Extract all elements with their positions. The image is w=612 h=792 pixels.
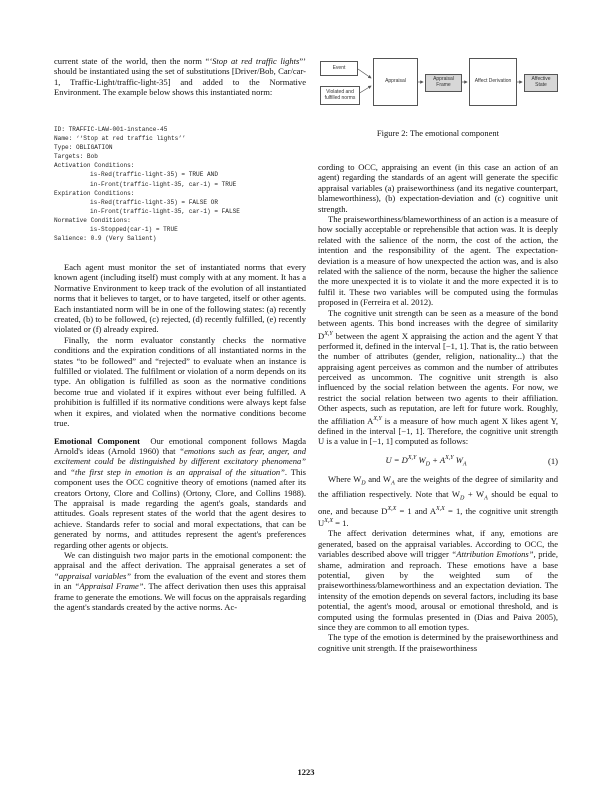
emotional-text-b: and bbox=[54, 466, 71, 477]
code-line: Expiration Conditions: bbox=[54, 189, 135, 197]
code-line: is-Red(traffic-light-35) = FALSE OR bbox=[90, 198, 218, 206]
two-parts-quote-2: “Appraisal Frame” bbox=[74, 581, 144, 592]
box-violated-fulfilled-norms: Violated and fulfilled norms bbox=[320, 86, 360, 105]
two-parts-text-a: We can distinguish two major parts in the emotional component: the appraisal and the affect derivation. The appraisal generates a set of bbox=[54, 549, 306, 571]
emotional-quote-2: “the first step in emotion is an appraisal of the situation” bbox=[70, 466, 285, 477]
intro-text-b: ”’ should be instantiated using the set of substitutions [Driver/Bob, Car/car-1, Traffic-Light/traffic-light-35] and added to the Normative Environment. The example below shows this instantiated norm: bbox=[54, 56, 306, 98]
affect-text-b: , pride, shame, admiration and reproach. These emotions have a base potential, given by the weighted sum of the praiseworthiness/blameworthiness and an expectation deviation. The intensity of the emotion depends on several factors, including its base potential, the agent's mood, arousal or emotional threshold, and is computed using the formulas presented in (Dias and Paiva 2005), since they are common to all emotion types. bbox=[318, 549, 558, 632]
arrow-event-appraisal bbox=[358, 69, 371, 78]
code-line: Type: OBLIGATION bbox=[54, 144, 113, 152]
paragraph-occ-continued: cording to OCC, appraising an event (in this case an action of an agent) regarding the standards of an agent will generate the specific appraisal variables (a) praiseworthiness (and its negative counterpart, blameworthiness), (b) expectation-deviation and (c) cognitive unit strength. bbox=[318, 162, 558, 214]
code-line: Name: ‘‘Stop at red traffic lights’’ bbox=[54, 135, 186, 143]
emotional-component-diagram bbox=[318, 52, 558, 110]
box-event: Event bbox=[320, 61, 358, 76]
intro-norm-name: ‘Stop at red traffic lights bbox=[209, 56, 300, 66]
equation-number: (1) bbox=[548, 455, 558, 466]
affect-quote: “Attribution Emotions” bbox=[451, 549, 534, 560]
code-line: Normative Conditions: bbox=[54, 216, 131, 224]
box-affect-derivation: Affect Derivation bbox=[469, 58, 517, 106]
two-parts-text-c: . The affect derivation then uses this appraisal frame to generate the emotions. We will focus on the appraisals regarding the agent's standards created by the active norms. Ac- bbox=[54, 581, 306, 612]
paragraph-emotion-type: The type of the emotion is determined by the praiseworthiness and cognitive unit strength. If the praiseworthiness bbox=[318, 632, 558, 653]
code-line: ID: TRAFFIC-LAW-001-instance-45 bbox=[54, 126, 168, 133]
norm-instance-listing bbox=[54, 125, 306, 243]
code-line: is-Red(traffic-light-35) = TRUE AND bbox=[90, 171, 218, 179]
equation-1 bbox=[318, 453, 558, 470]
left-body bbox=[54, 262, 306, 612]
page-number: 1223 bbox=[297, 767, 315, 777]
intro-text-a: current state of the world, then the norm “ bbox=[54, 56, 210, 66]
paragraph-agent-monitor: Each agent must monitor the set of instantiated norms that every known agent (including itself) must comply with at any moment. It has a Normative Environment to keep track of the evolution of all instantiated norms that it believes to target, or to have targeted, itself or other agents. Each instantiated norm will be in one of the following states: (a) recently created, (b) to be followed, (c) rejected, (d) recently fulfilled, (e) recently violated or (f) already expired. bbox=[54, 262, 306, 335]
paragraph-cognitive-unit: The cognitive unit strength can be seen as a measure of the bond between agents. This bond increases with the degree of similarity $D^{X,Y}$ between the agent X appraising the action and the agent Y that performed it, defined in the interval [−1, 1]. That is, the ratio between the number of attributes (gender, religion, nationality...) that the appraising agent perceives as common and the number of attributes perceived as uncommon. The cognitive unit strength is also influenced by the social relation between the agents. For now, we restrict the social relation between two agents to their affiliation. Other aspects, such as reputation, are left for future work. Roughly, the affiliation $A^{X,Y}$ is a measure of how much agent X likes agent Y, defined in the interval [−1, 1]. Therefore, the cognitive unit strength U is a value in [−1, 1] computed as follows: bbox=[318, 307, 558, 447]
paragraph-affect-derivation bbox=[318, 528, 558, 632]
paragraph-praiseworthiness: The praiseworthiness/blameworthiness of an action is a measure of how socially acceptable or reprehensible that action was. It is deeply related with the salience of the norm, the cost of the action, the intention and the responsibility of the agent. The expectation-deviation is a measure of how unexpected the action was, and is also related with the salience of the norm, because the higher the salience the more unexpected it is to violate it and the more expected it is to fulfil it. These two variables will be computed using the formulas proposed in (Ferreira et al. 2012). bbox=[318, 214, 558, 308]
code-line: Salience: 0.9 (Very Salient) bbox=[54, 235, 157, 243]
code-line: is-Stopped(car-1) = TRUE bbox=[90, 226, 178, 234]
figure-caption: Figure 2: The emotional component bbox=[376, 128, 500, 138]
code-line: Targets: Bob bbox=[54, 153, 98, 161]
box-appraisal-frame: Appraisal Frame bbox=[425, 74, 462, 92]
affect-text-a: The affect derivation determines what, if any, emotions are generated, based on the appraisal variables. According to OCC, the variables described above will trigger bbox=[318, 528, 558, 560]
two-parts-quote-1: “appraisal variables” bbox=[54, 570, 132, 581]
paragraph-norm-evaluator: Finally, the norm evaluator constantly checks the normative conditions and the expiration conditions of all instantiated norms in the states “to be followed” and “rejected” to evaluate when an instance is fulfilled or violated. The fulfilment or violation of a norm depends on its type. An obligation is fulfilled as soon as the normative conditions become true and violated if it expires without ever being fulfilled. A prohibition is fulfilled if its normative conditions were always kept false when it expires, and violated when the normative conditions become true. bbox=[54, 334, 306, 429]
code-line: in-Front(traffic-light-35, car-1) = FALSE bbox=[90, 207, 240, 215]
emotional-text-a: Our emotional component follows Magda Arnold's ideas (Arnold 1960) that bbox=[54, 435, 306, 456]
code-line: Activation Conditions: bbox=[54, 162, 135, 170]
left-intro-paragraph bbox=[54, 56, 306, 98]
paragraph-weights: Where $W_D$ and $W_A$ are the weights of the degree of similarity and the affiliation respectively. Note that $W_D + W_A$ should be equal to one, and because $D^{X,X} = 1$ and $A^{X,X} = 1$, the cognitive unit strength $U^{X,X} = 1$. bbox=[318, 473, 559, 528]
paragraph-emotional-component bbox=[54, 436, 306, 550]
emotional-quote-1: “emotions such as fear, anger, and excitement could be distinguished by different excitatory phenomena” bbox=[54, 445, 306, 467]
section-heading-emotional: Emotional Component bbox=[54, 435, 140, 446]
emotional-text-c: . This component uses the OCC cognitive theory of emotions (named after its creators Ortony, Clore and Collins) (Ortony, Clore, and Collins 1988). The appraisal is made regarding the agent's goals, standards and attitudes. Goals represent states of the world that the agent desires to achieve. Standards refer to social and moral expectations, that can be generated by norms, and attitudes represent the agent's preferences regarding other agents or objects. bbox=[54, 466, 306, 550]
box-affective-state: Affective State bbox=[524, 74, 558, 92]
right-body bbox=[318, 162, 558, 653]
box-appraisal: Appraisal bbox=[373, 58, 418, 106]
equation-body: $U = D^{X,Y}$ $W_D + A^{X,Y}$ $W_A$ bbox=[385, 454, 467, 468]
code-line: in-Front(traffic-light-35, car-1) = TRUE bbox=[90, 180, 237, 188]
paragraph-two-parts bbox=[54, 550, 306, 612]
two-parts-text-b: from the evaluation of the event and stores them in an bbox=[54, 570, 306, 592]
